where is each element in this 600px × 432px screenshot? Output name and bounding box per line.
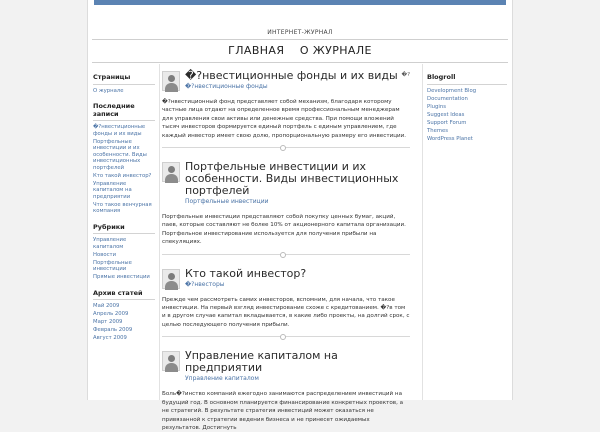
post-title[interactable]: Кто такой инвестор?	[185, 266, 307, 280]
left-sidebar	[93, 74, 155, 343]
rubric-link[interactable]: Прямые инвестиции	[93, 274, 150, 280]
post-excerpt: Портфельные инвестиции представляют собой покупку ценных бумаг, акций, паев, которые составляют не более 10% от акционерного капитала организации. Портфельное инвестирование используется для получения прибыли на спекуляциях.	[162, 214, 406, 246]
post-category[interactable]: �?нвесторы	[185, 280, 225, 288]
post-title[interactable]: Управление капиталом на предприятии	[185, 349, 338, 375]
post-title[interactable]: Портфельные инвестиции и их особенности. Виды инвестиционных портфелей	[185, 160, 399, 198]
blogroll-link[interactable]: Development Blog	[427, 87, 477, 94]
post-separator	[162, 254, 410, 255]
post	[162, 66, 410, 140]
blogroll-link[interactable]: Documentation	[427, 95, 468, 102]
divider	[93, 84, 155, 85]
recent-post-link[interactable]: �?нвестиционные фонды и их виды	[93, 124, 146, 137]
nav-home[interactable]: ГЛАВНАЯ	[228, 44, 285, 57]
post-title[interactable]: �?нвестиционные фонды и их виды	[185, 69, 398, 82]
blogroll-link[interactable]: Support Forum	[427, 119, 467, 126]
post	[162, 157, 410, 247]
blogroll-link[interactable]: WordPress Planet	[427, 135, 473, 142]
archive-link[interactable]: Май 2009	[93, 303, 120, 309]
divider	[93, 120, 155, 121]
rubric-link[interactable]: Управление капиталом	[93, 237, 127, 250]
archive-title: Архив статей	[93, 288, 143, 297]
archive-link[interactable]: Февраль 2009	[93, 327, 133, 333]
divider	[93, 233, 155, 234]
top-accent-bar	[94, 0, 506, 5]
blogroll-link[interactable]: Themes	[427, 127, 449, 134]
post-excerpt: Прежде чем рассмотреть самих инвесторов, вспомним, для начала, что такое инвестиции. На первый взгляд инвестирование схоже с кредитованием. �?в том и в другом случае капитал вкладывается, в какие либо проекты, на долгий срок, с целью последующего получения прибыли.	[162, 296, 410, 328]
post	[162, 346, 410, 432]
blogroll-link[interactable]: Suggest Ideas	[427, 111, 465, 118]
rubric-link[interactable]: Портфельные инвестиции	[93, 259, 132, 272]
nav-about[interactable]: О ЖУРНАЛЕ	[299, 44, 372, 57]
author-avatar	[162, 71, 180, 91]
archive-link[interactable]: Апрель 2009	[93, 311, 129, 317]
post-separator	[162, 147, 410, 148]
comment-count[interactable]: �?	[401, 72, 410, 78]
post-category[interactable]: Портфельные инвестиции	[185, 198, 269, 206]
divider	[427, 84, 507, 85]
divider	[93, 299, 155, 300]
page-link-about[interactable]: О журнале	[93, 87, 124, 94]
author-avatar	[162, 351, 180, 371]
post-category[interactable]: �?нвестиционные фонды	[185, 83, 268, 90]
author-avatar	[162, 162, 180, 182]
recent-post-link[interactable]: Портфельные инвестиции и их особенности. Виды инвестиционных портфелей	[93, 138, 147, 171]
post	[162, 264, 410, 330]
header-divider	[92, 39, 508, 40]
post-separator	[162, 336, 410, 337]
recent-post-link[interactable]: Кто такой инвестор?	[93, 172, 152, 179]
post-excerpt: �?нвестиционный фонд представляет собой механизм, благодаря которому частные лица отдают на определенное время профессиональным менеджерам для управления свои активы или денежные средства. При помощи вложений тысяч инвесторов формируется единый портфель с единым управлением, где каждый инвестор имеет свою долю, пропорциональную размеру его инвестиции.	[162, 99, 407, 139]
site-tagline: ИНТЕРНЕТ-ЖУРНАЛ	[267, 29, 333, 36]
right-sidebar	[427, 74, 507, 144]
pages-title: Страницы	[93, 73, 131, 81]
author-avatar	[162, 269, 180, 289]
blogroll-link[interactable]: Plugins	[427, 103, 446, 110]
rubric-link[interactable]: Новости	[93, 251, 117, 258]
archive-link[interactable]: Август 2009	[93, 335, 127, 341]
left-column-divider	[159, 64, 160, 400]
rubrics-title: Рубрики	[93, 222, 125, 231]
page	[87, 0, 513, 431]
main-content	[162, 66, 410, 432]
recent-post-link[interactable]: Что такое венчурная компания	[93, 201, 152, 214]
main-nav	[88, 44, 512, 57]
right-column-divider	[422, 64, 423, 400]
blogroll-title: Blogroll	[427, 73, 456, 81]
recent-post-link[interactable]: Управление капиталом на предприятии	[93, 180, 132, 200]
nav-divider	[92, 62, 508, 63]
post-excerpt: Боль�?инство компаний ежегодно занимаются распределением инвестиций на будущий год. В основном планируется финансирование конкретных проектов, а не стратегий. В результате стратегия инвестиций может оказаться не привязанной к стратегии ведения бизнеса и не принесет ожидаемых результатов. Достигнуть	[162, 391, 404, 431]
post-category[interactable]: Управление капиталом	[185, 375, 259, 383]
recent-posts-title: Последние записи	[93, 102, 135, 118]
archive-link[interactable]: Март 2009	[93, 319, 123, 325]
